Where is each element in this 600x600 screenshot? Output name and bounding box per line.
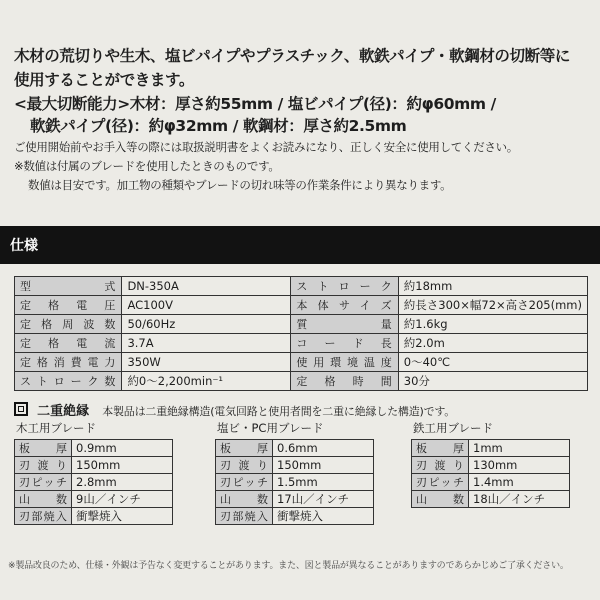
value-note: ※数値は付属のブレードを使用したときのものです。 (14, 159, 280, 173)
blade-table (14, 439, 173, 525)
double-insulation-title: 二重絶縁 (37, 404, 90, 419)
blade-title: 木工用ブレード (16, 421, 97, 435)
blade-spec-value: 150mm (273, 457, 374, 474)
spec-value: 350W (122, 353, 291, 372)
blade-spec-value: 1mm (469, 440, 570, 457)
spec-label: 本体サイズ (291, 296, 398, 315)
spec-value: 50/60Hz (122, 315, 291, 334)
spec-row (15, 296, 588, 315)
spec-value: AC100V (122, 296, 291, 315)
blade-row (216, 491, 374, 508)
double-insulation-icon (14, 402, 28, 416)
blade-spec-label: 刃部焼入 (15, 508, 72, 525)
blade-table (411, 439, 570, 508)
spec-label: 定格周波数 (15, 315, 122, 334)
blade-row (15, 474, 173, 491)
spec-value: 約長さ300×幅72×高さ205(mm) (398, 296, 587, 315)
spec-row (15, 353, 588, 372)
spec-value: DN-350A (122, 277, 291, 296)
spec-value: 3.7A (122, 334, 291, 353)
spec-value: 0～40℃ (398, 353, 587, 372)
double-insulation-note (14, 400, 455, 419)
blade-row (216, 440, 374, 457)
section-title: 仕様 (10, 238, 38, 254)
blade-spec-label: 刃渡り (15, 457, 72, 474)
spec-row (15, 315, 588, 334)
value-note-cont: 数値は目安です。加工物の種類やブレードの切れ味等の作業条件により異なります。 (28, 178, 452, 192)
spec-value: 約18mm (398, 277, 587, 296)
blade-spec-value: 1.5mm (273, 474, 374, 491)
blade-row (15, 457, 173, 474)
blade-table (215, 439, 374, 525)
max-cutting-capacity-cont: 軟鉄パイプ(径)：約φ32mm / 軟鋼材：厚さ約2.5mm (30, 117, 407, 135)
spec-value: 30分 (398, 372, 587, 391)
blade-spec-label: 板厚 (216, 440, 273, 457)
blade-row (412, 474, 570, 491)
spec-row (15, 372, 588, 391)
blade-spec-value: 0.9mm (72, 440, 173, 457)
description-line: 使用することができます。 (14, 71, 194, 89)
blade-row (216, 457, 374, 474)
spec-label: 使用環境温度 (291, 353, 398, 372)
spec-label: ストローク数 (15, 372, 122, 391)
spec-value: 約0～2,200min⁻¹ (122, 372, 291, 391)
section-header-bar (0, 226, 600, 264)
spec-value: 約1.6kg (398, 315, 587, 334)
blade-spec-value: 150mm (72, 457, 173, 474)
blade-spec-label: 板厚 (15, 440, 72, 457)
blade-row (15, 508, 173, 525)
spec-row (15, 277, 588, 296)
blade-row (412, 440, 570, 457)
blade-row (15, 440, 173, 457)
blade-spec-label: 板厚 (412, 440, 469, 457)
blade-title: 鉄工用ブレード (413, 421, 494, 435)
blade-spec-value: 1.4mm (469, 474, 570, 491)
blade-spec-value: 9山／インチ (72, 491, 173, 508)
blade-pvc-pc (215, 420, 374, 525)
description-line: 木材の荒切りや生木、塩ビパイプやプラスチック、軟鉄パイプ・軟鋼材の切断等に (14, 47, 570, 65)
blade-wood (14, 420, 173, 525)
blade-spec-value: 17山／インチ (273, 491, 374, 508)
spec-label: ストローク (291, 277, 398, 296)
spec-value: 約2.0m (398, 334, 587, 353)
max-cutting-capacity: <最大切断能力>木材：厚さ約55mm / 塩ビパイプ(径)：約φ60mm / (14, 95, 496, 113)
blade-row (412, 491, 570, 508)
spec-label: 定格時間 (291, 372, 398, 391)
blade-spec-label: 刃渡り (412, 457, 469, 474)
blade-spec-label: 刃ピッチ (15, 474, 72, 491)
blade-spec-label: 刃部焼入 (216, 508, 273, 525)
spec-label: 定格電圧 (15, 296, 122, 315)
blade-spec-value: 130mm (469, 457, 570, 474)
blade-spec-label: 刃ピッチ (216, 474, 273, 491)
spec-row (15, 334, 588, 353)
blade-row (15, 491, 173, 508)
blade-spec-value: 衝撃焼入 (273, 508, 374, 525)
spec-table (14, 276, 588, 391)
blade-spec-value: 18山／インチ (469, 491, 570, 508)
blade-iron (411, 420, 570, 508)
blade-spec-label: 刃ピッチ (412, 474, 469, 491)
blade-spec-value: 2.8mm (72, 474, 173, 491)
blade-spec-label: 山数 (216, 491, 273, 508)
usage-note: ご使用開始前やお手入等の際には取扱説明書をよくお読みになり、正しく安全に使用してください。 (14, 140, 518, 154)
blade-spec-label: 山数 (15, 491, 72, 508)
spec-label: 質量 (291, 315, 398, 334)
double-insulation-desc: 本製品は二重絶縁構造(電気回路と使用者間を二重に絶縁した構造)です。 (102, 405, 456, 418)
spec-label: 定格電流 (15, 334, 122, 353)
spec-label: 定格消費電力 (15, 353, 122, 372)
blade-spec-label: 山数 (412, 491, 469, 508)
footer-note: ※製品改良のため、仕様・外観は予告なく変更することがあります。また、図と製品が異なることがありますのであらかじめご了承ください。 (8, 561, 569, 571)
spec-label: コード長 (291, 334, 398, 353)
blade-row (412, 457, 570, 474)
spec-label: 型式 (15, 277, 122, 296)
blade-spec-label: 刃渡り (216, 457, 273, 474)
blade-row (216, 508, 374, 525)
blade-row (216, 474, 374, 491)
blade-title: 塩ビ・PC用ブレード (217, 421, 324, 435)
blade-spec-value: 0.6mm (273, 440, 374, 457)
blade-spec-value: 衝撃焼入 (72, 508, 173, 525)
